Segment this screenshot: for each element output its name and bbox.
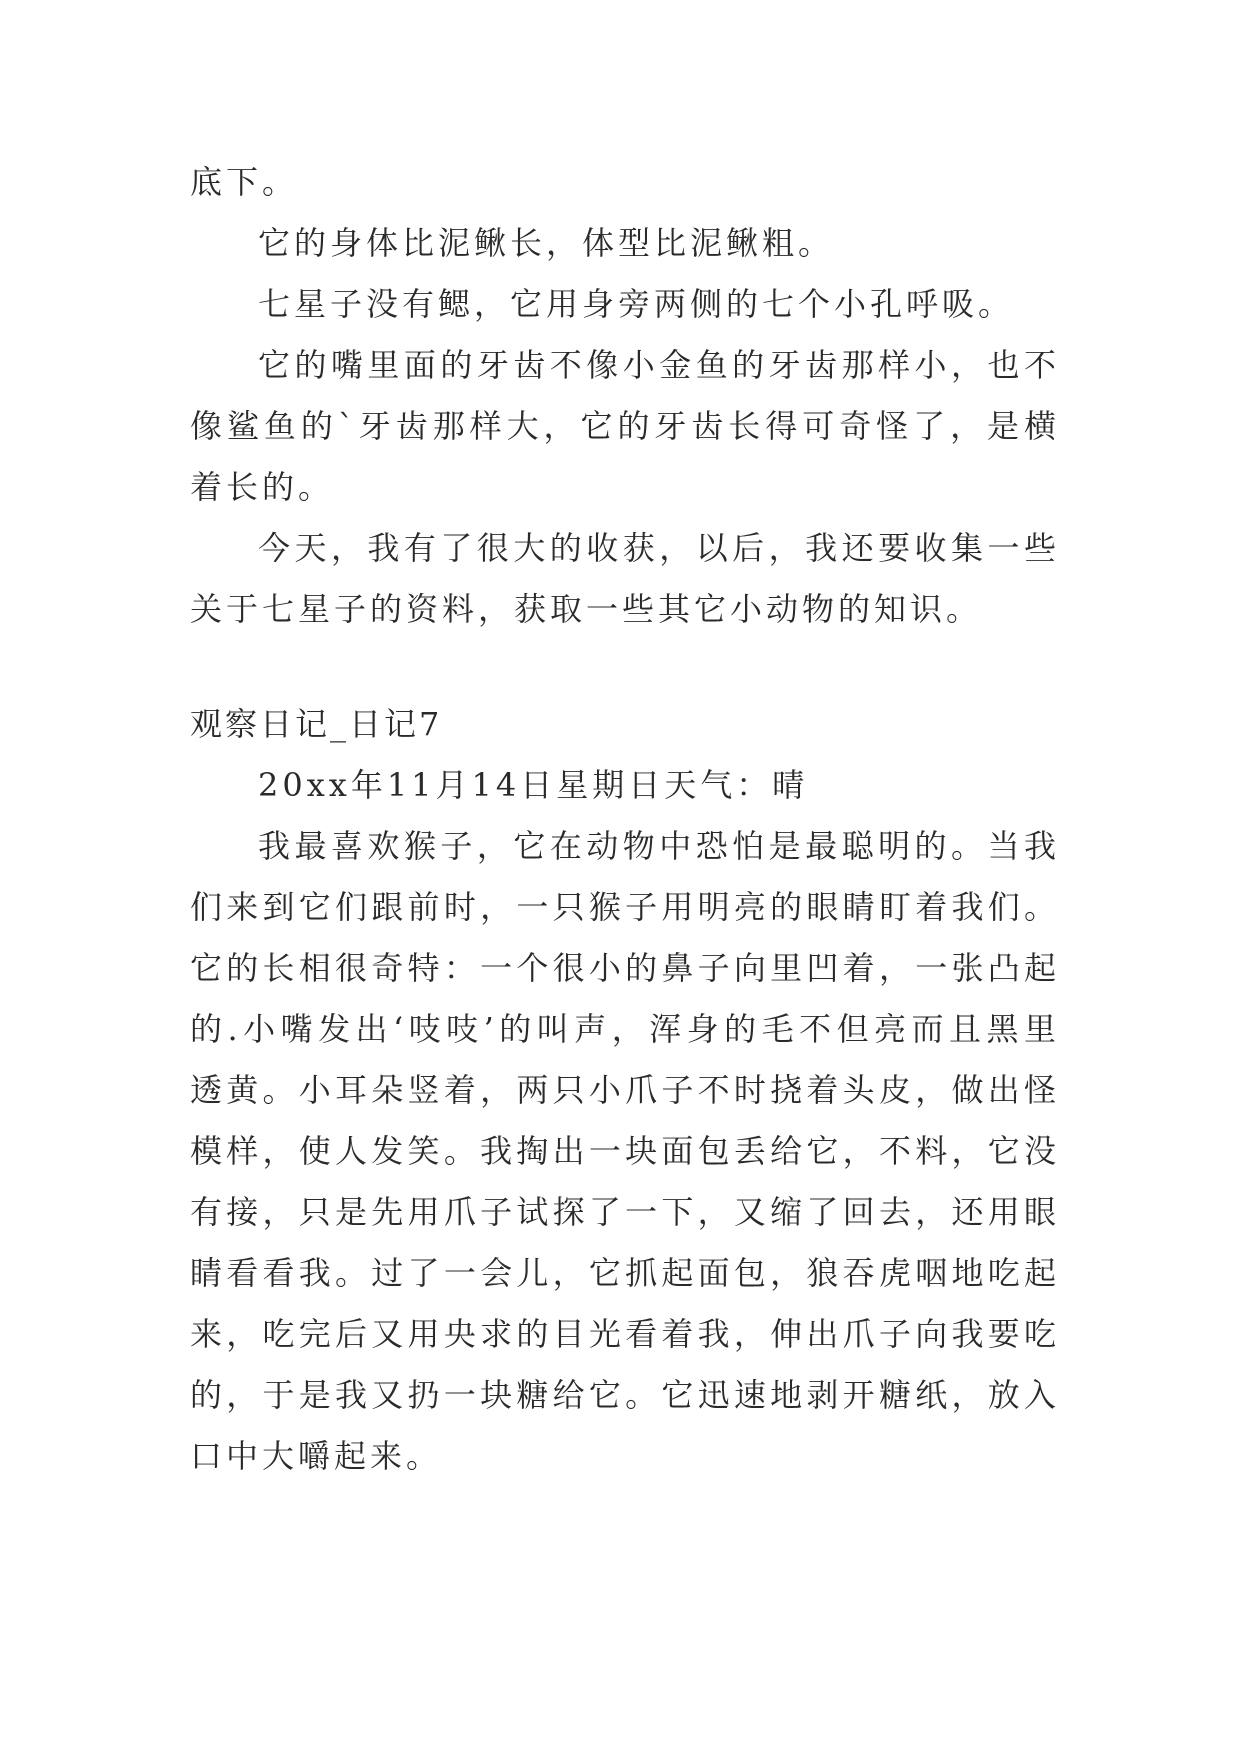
diary-date-line: 20xx年11月14日星期日天气：晴 [258, 766, 809, 804]
diary-title: 观察日记_日记7 [190, 705, 443, 743]
section-gap [190, 640, 1060, 694]
document-body [190, 152, 1060, 1487]
paragraph-teeth: 它的嘴里面的牙齿不像小金鱼的牙齿那样小，也不像鲨鱼的`牙齿那样大，它的牙齿长得可奇怪了，是横着长的。 [190, 346, 1060, 506]
paragraph-harvest: 今天，我有了很大的收获，以后，我还要收集一些关于七星子的资料，获取一些其它小动物的知识。 [190, 529, 1060, 628]
continuation-line: 底下。 [190, 163, 299, 201]
paragraph-breathing: 七星子没有鳃，它用身旁两侧的七个小孔呼吸。 [258, 285, 1015, 323]
diary-body: 我最喜欢猴子，它在动物中恐怕是最聪明的。当我们来到它们跟前时，一只猴子用明亮的眼睛盯着我们。它的长相很奇特：一个很小的鼻子向里凹着，一张凸起的.小嘴发出‘吱吱’的叫声，浑身的毛不但亮而且黑里透黄。小耳朵竖着，两只小爪子不时挠着头皮，做出怪模样，使人发笑。我掏出一块面包丢给它，不料，它没有接，只是先用爪子试探了一下，又缩了回去，还用眼睛看看我。过了一会儿，它抓起面包，狼吞虎咽地吃起来，吃完后又用央求的目光看着我，伸出爪子向我要吃的，于是我又扔一块糖给它。它迅速地剥开糖纸，放入口中大嚼起来。 [190, 827, 1060, 1475]
paragraph-body-length: 它的身体比泥鳅长，体型比泥鳅粗。 [258, 224, 835, 262]
